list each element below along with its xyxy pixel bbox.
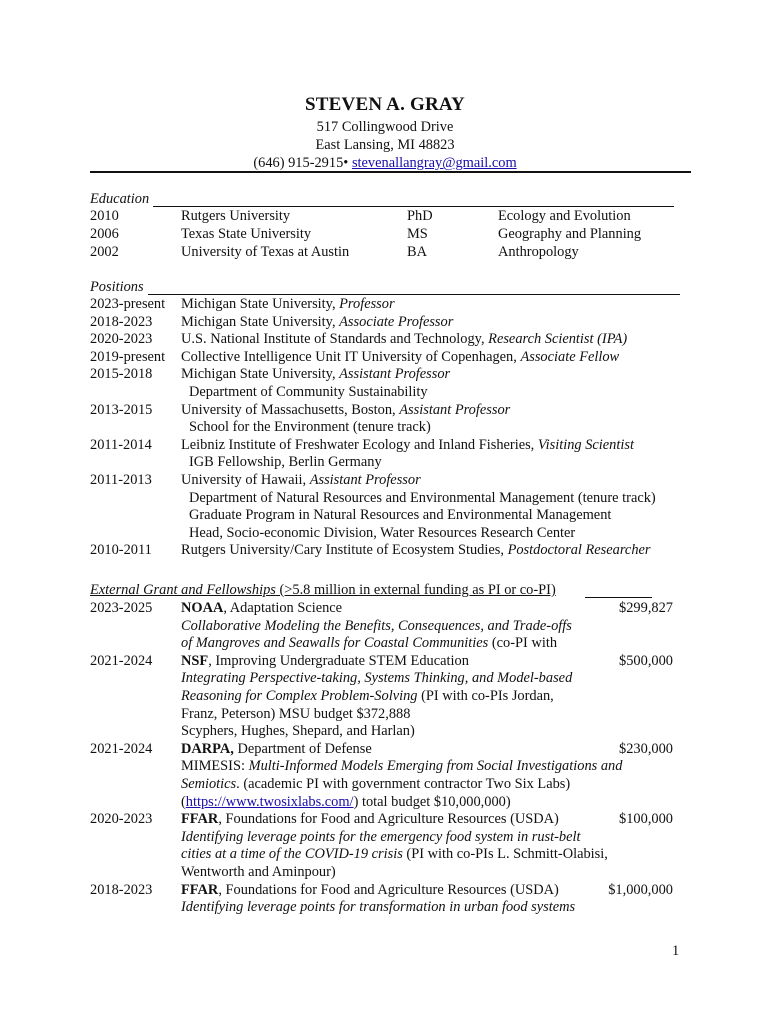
address-line-1: 517 Collingwood Drive: [316, 119, 454, 135]
grant-description-line: [181, 705, 410, 723]
grant-agency-line: [181, 740, 372, 758]
position-title: Assistant Professor: [309, 472, 421, 488]
position-year: 2011-2013: [90, 472, 152, 488]
grant-desc-text: (PI with co-PIs Jordan,: [417, 688, 554, 704]
education-heading: Education: [90, 191, 150, 207]
education-year: 2006: [90, 226, 119, 242]
grant-agency: FFAR: [181, 881, 219, 898]
header-divider: [90, 171, 691, 173]
position-entry: [189, 524, 575, 542]
grant-description-line: [181, 757, 622, 775]
education-school: Rutgers University: [181, 208, 291, 224]
positions-heading: Positions: [90, 279, 144, 295]
grant-year: 2021-2024: [90, 652, 153, 669]
grant-desc-text: . (academic PI with government contractor Two Six Labs): [236, 776, 571, 792]
grant-amount: $230,000: [619, 740, 673, 757]
position-org: University of Massachusetts, Boston,: [181, 401, 400, 418]
address-line-2: East Lansing, MI 48823: [315, 137, 455, 153]
grant-description-line: [181, 898, 575, 916]
position-title: Research Scientist (IPA): [488, 331, 628, 348]
grants-heading-note: (>5.8 million in external funding as PI or co-PI): [275, 582, 556, 598]
grant-desc-text: Franz, Peterson) MSU budget $372,888: [181, 705, 411, 722]
position-year: 2020-2023: [90, 331, 153, 348]
education-degree: BA: [407, 244, 427, 260]
grant-project-title: Reasoning for Complex Problem-Solving: [181, 688, 418, 704]
grant-description-line: [181, 634, 557, 652]
position-title: Associate Professor: [339, 313, 454, 330]
position-year: 2015-2018: [90, 366, 153, 383]
position-org: U.S. National Institute of Standards and Technology,: [181, 331, 489, 348]
education-field: Anthropology: [498, 244, 579, 260]
education-year: 2010: [90, 208, 119, 224]
position-entry: [181, 330, 627, 348]
grant-amount: $500,000: [619, 652, 673, 669]
email-link[interactable]: stevenallangray@gmail.com: [351, 155, 517, 171]
grant-amount: $100,000: [619, 811, 673, 828]
position-title: Assistant Professor: [339, 366, 451, 383]
grant-desc-text: (PI with co-PIs L. Schmitt-Olabisi,: [402, 846, 608, 863]
grant-amount: $1,000,000: [608, 881, 673, 898]
position-org: Michigan State University,: [181, 366, 340, 383]
contact-line: [0, 154, 770, 172]
position-entry: [181, 313, 453, 331]
grant-year: 2021-2024: [90, 740, 153, 757]
position-entry: [189, 489, 656, 507]
phone: (646) 915-2915: [253, 155, 344, 171]
grant-description-line: [181, 793, 511, 811]
grant-agency: DARPA,: [181, 740, 234, 757]
grant-year: 2020-2023: [90, 811, 153, 828]
grants-rule: [585, 597, 652, 598]
grant-desc-prefix: MIMESIS:: [181, 758, 249, 775]
position-org: Head, Socio-economic Division, Water Resources Research Center: [189, 524, 576, 541]
position-org: Michigan State University,: [181, 296, 340, 312]
position-org: Michigan State University,: [181, 313, 340, 330]
grant-agency-line: [181, 599, 342, 617]
position-title: Associate Fellow: [520, 348, 620, 365]
position-entry: [189, 506, 611, 524]
grant-project-title: Integrating Perspective-taking, Systems Thinking, and Model-based: [181, 670, 573, 687]
grant-project-title: Identifying leverage points for transformation in urban food systems: [181, 899, 576, 916]
grant-desc-prefix: (: [181, 793, 186, 810]
grant-project-title: Semiotics: [181, 776, 237, 792]
position-entry: [181, 471, 421, 489]
grant-project-title: Identifying leverage points for the emergency food system in rust-belt: [181, 828, 581, 845]
grant-description-line: [181, 722, 415, 740]
grant-agency: NSF: [181, 652, 209, 669]
position-entry: [189, 418, 431, 436]
grant-project-title: Multi-Informed Models Emerging from Social Investigations and: [248, 758, 623, 775]
grant-desc-text: Wentworth and Aminpour): [181, 864, 336, 880]
position-entry: [181, 436, 634, 454]
position-org: Rutgers University/Cary Institute of Ecosystem Studies,: [181, 542, 508, 559]
grant-description-line: [181, 845, 608, 863]
position-org: University of Hawaii,: [181, 472, 310, 488]
education-degree: PhD: [407, 208, 433, 224]
position-title: Visiting Scientist: [537, 436, 634, 453]
position-org: Leibniz Institute of Freshwater Ecology and Inland Fisheries,: [181, 436, 538, 453]
position-entry: [189, 453, 382, 471]
position-entry: [181, 295, 395, 313]
education-field: Ecology and Evolution: [498, 208, 631, 224]
bullet-separator: •: [343, 155, 349, 171]
grants-heading-line: [90, 581, 556, 599]
grant-agency: NOAA: [181, 600, 224, 616]
grant-description-line: [181, 669, 572, 687]
position-entry: [181, 348, 619, 366]
grant-agency: FFAR: [181, 811, 219, 828]
position-title: Professor: [339, 296, 395, 312]
grant-project-title: Collaborative Modeling the Benefits, Consequences, and Trade-offs: [181, 617, 572, 634]
position-entry: [189, 383, 428, 401]
grant-description-line: [181, 687, 554, 705]
grant-description-line: [181, 775, 570, 793]
position-year: 2013-2015: [90, 401, 153, 418]
grant-description-line: [181, 617, 572, 635]
grants-heading: External Grant and Fellowships: [90, 582, 276, 598]
grant-program: , Foundations for Food and Agriculture Resources (USDA): [218, 811, 559, 828]
education-year: 2002: [90, 244, 119, 260]
grant-amount: $299,827: [619, 600, 673, 616]
grant-description-line: [181, 828, 581, 846]
grant-desc-text: ) total budget $10,000,000): [353, 793, 511, 810]
position-org: Department of Natural Resources and Environmental Management (tenure track): [189, 489, 656, 506]
position-org: IGB Fellowship, Berlin Germany: [189, 454, 382, 471]
grant-agency-line: [181, 652, 469, 670]
position-year: 2010-2011: [90, 542, 152, 559]
grant-description-line: [181, 863, 336, 881]
grant-desc-text: (co-PI with: [488, 635, 558, 652]
grant-link[interactable]: https://www.twosixlabs.com/: [185, 793, 354, 810]
page-number: 1: [672, 943, 680, 959]
position-year: 2011-2014: [90, 436, 152, 453]
position-year: 2018-2023: [90, 313, 153, 330]
education-school: University of Texas at Austin: [181, 244, 350, 260]
position-year: 2023-present: [90, 296, 166, 312]
position-org: Graduate Program in Natural Resources and Environmental Management: [189, 507, 612, 524]
grant-agency-line: [181, 810, 559, 828]
grant-project-title: cities at a time of the COVID-19 crisis: [181, 846, 403, 863]
position-title: Assistant Professor: [399, 401, 511, 418]
grant-year: 2018-2023: [90, 881, 153, 898]
position-title: Postdoctoral Researcher: [507, 542, 651, 559]
grant-program: Department of Defense: [233, 740, 372, 757]
position-entry: [181, 365, 450, 383]
position-org: Collective Intelligence Unit IT University of Copenhagen,: [181, 348, 521, 365]
grant-year: 2023-2025: [90, 600, 153, 616]
grant-agency-line: [181, 881, 559, 899]
grant-program: , Adaptation Science: [223, 600, 343, 616]
position-entry: [181, 541, 651, 559]
cv-name: STEVEN A. GRAY: [305, 94, 465, 115]
grant-program: , Improving Undergraduate STEM Education: [208, 652, 469, 669]
position-org: School for the Environment (tenure track): [189, 419, 431, 436]
education-field: Geography and Planning: [498, 226, 642, 242]
position-org: Department of Community Sustainability: [189, 384, 428, 400]
education-degree: MS: [407, 226, 428, 242]
grant-project-title: of Mangroves and Seawalls for Coastal Communities: [181, 635, 489, 652]
education-school: Texas State University: [181, 226, 312, 242]
grant-program: , Foundations for Food and Agriculture Resources (USDA): [218, 881, 559, 898]
grant-desc-text: Scyphers, Hughes, Shepard, and Harlan): [181, 723, 415, 740]
position-year: 2019-present: [90, 348, 166, 365]
position-entry: [181, 401, 510, 419]
